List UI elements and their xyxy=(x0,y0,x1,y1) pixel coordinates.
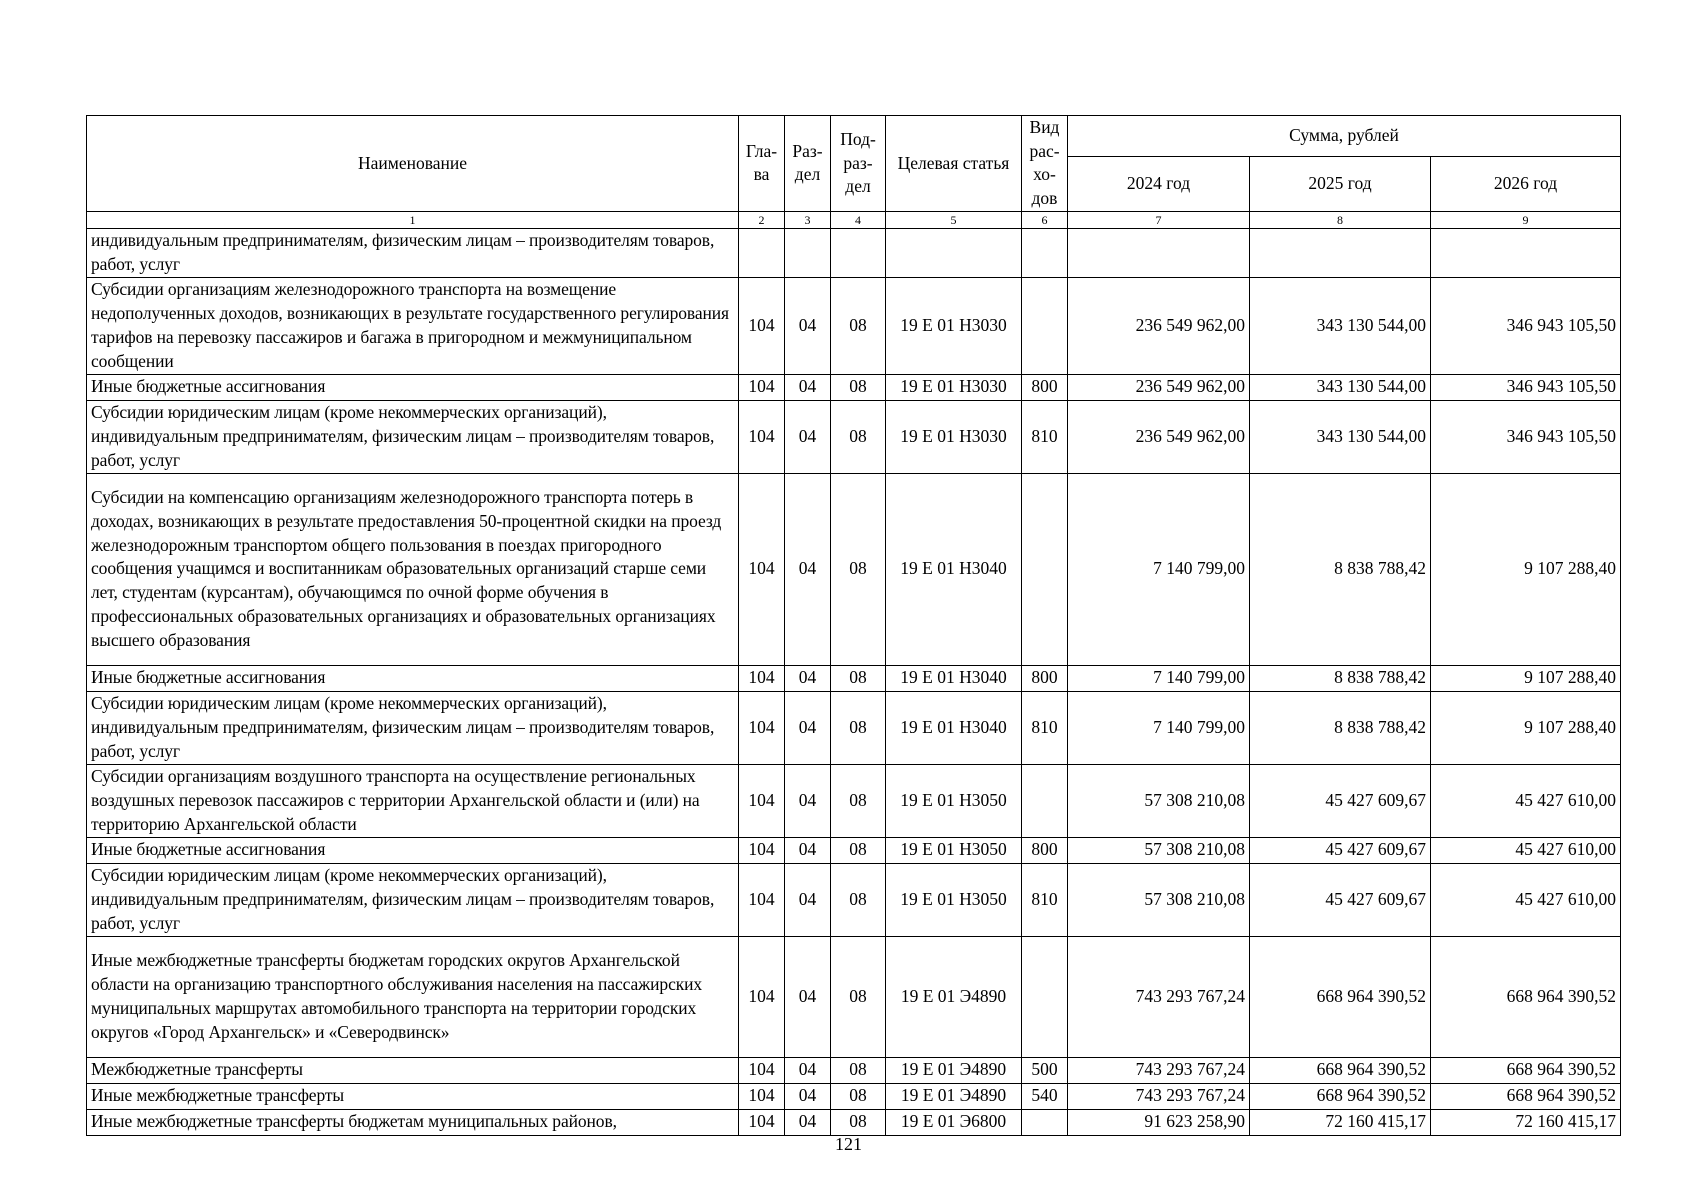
row-sum-2024: 57 308 210,08 xyxy=(1068,863,1250,936)
row-sum-2025: 45 427 609,67 xyxy=(1250,863,1431,936)
header-name: Наименование xyxy=(87,116,739,212)
row-vid-rashodov xyxy=(1022,936,1068,1057)
row-name: Межбюджетные трансферты xyxy=(87,1057,739,1083)
row-glava: 104 xyxy=(739,1109,785,1135)
row-sum-2026: 45 427 610,00 xyxy=(1431,837,1621,863)
row-sum-2026: 668 964 390,52 xyxy=(1431,1057,1621,1083)
row-name: Иные бюджетные ассигнования xyxy=(87,837,739,863)
table-row xyxy=(87,473,1621,665)
row-sum-2024 xyxy=(1068,228,1250,277)
table-row xyxy=(87,374,1621,400)
row-glava: 104 xyxy=(739,374,785,400)
row-sum-2024: 236 549 962,00 xyxy=(1068,374,1250,400)
row-vid-rashodov: 500 xyxy=(1022,1057,1068,1083)
row-celevaya-statya: 19 Е 01 Н3040 xyxy=(886,473,1022,665)
row-razdel: 04 xyxy=(785,374,831,400)
row-sum-2024: 57 308 210,08 xyxy=(1068,764,1250,837)
row-razdel xyxy=(785,228,831,277)
row-vid-rashodov xyxy=(1022,764,1068,837)
row-sum-2025: 668 964 390,52 xyxy=(1250,936,1431,1057)
row-sum-2025: 45 427 609,67 xyxy=(1250,764,1431,837)
column-number: 9 xyxy=(1431,211,1621,228)
row-name: Иные бюджетные ассигнования xyxy=(87,665,739,691)
row-sum-2026: 346 943 105,50 xyxy=(1431,374,1621,400)
row-name: Иные бюджетные ассигнования xyxy=(87,374,739,400)
column-number: 5 xyxy=(886,211,1022,228)
row-sum-2025: 343 130 544,00 xyxy=(1250,374,1431,400)
row-celevaya-statya: 19 Е 01 Э4890 xyxy=(886,936,1022,1057)
row-name: Субсидии на компенсацию организациям железнодорожного транспорта потерь в доходах, возникающих в результате предоставления 50-процентной скидки на проезд железнодорожным транспортом общего пользования в поездах пригородного сообщения учащимся и воспитанникам образовательных организаций старше семи лет, студентам (курсантам), обучающимся по очной форме обучения в профессиональных образовательных организациях и образовательных организациях высшего образования xyxy=(87,473,739,665)
table-row xyxy=(87,1083,1621,1109)
row-vid-rashodov: 810 xyxy=(1022,400,1068,473)
column-number: 2 xyxy=(739,211,785,228)
row-name: Субсидии юридическим лицам (кроме некоммерческих организаций), индивидуальным предпринимателям, физическим лицам – производителям товаров, работ, услуг xyxy=(87,863,739,936)
table-row xyxy=(87,1109,1621,1135)
row-podrazdel: 08 xyxy=(831,863,886,936)
row-vid-rashodov: 810 xyxy=(1022,863,1068,936)
table-row xyxy=(87,1057,1621,1083)
budget-table xyxy=(86,115,1621,1136)
header-summa: Сумма, рублей xyxy=(1068,116,1621,157)
row-sum-2025: 668 964 390,52 xyxy=(1250,1057,1431,1083)
header-vid-rashodov: Вид рас-хо-дов xyxy=(1022,116,1068,212)
row-razdel: 04 xyxy=(785,473,831,665)
row-razdel: 04 xyxy=(785,277,831,374)
row-sum-2025: 45 427 609,67 xyxy=(1250,837,1431,863)
row-razdel: 04 xyxy=(785,1109,831,1135)
header-celevaya-statya: Целевая статья xyxy=(886,116,1022,212)
row-sum-2024: 7 140 799,00 xyxy=(1068,691,1250,764)
row-sum-2024: 743 293 767,24 xyxy=(1068,1083,1250,1109)
row-razdel: 04 xyxy=(785,936,831,1057)
row-podrazdel: 08 xyxy=(831,1057,886,1083)
row-vid-rashodov xyxy=(1022,228,1068,277)
row-sum-2024: 236 549 962,00 xyxy=(1068,277,1250,374)
row-sum-2026: 45 427 610,00 xyxy=(1431,764,1621,837)
row-podrazdel xyxy=(831,228,886,277)
row-celevaya-statya: 19 Е 01 Н3030 xyxy=(886,277,1022,374)
table-body xyxy=(87,228,1621,1135)
column-number: 8 xyxy=(1250,211,1431,228)
row-vid-rashodov: 800 xyxy=(1022,665,1068,691)
row-podrazdel: 08 xyxy=(831,1083,886,1109)
row-celevaya-statya: 19 Е 01 Э4890 xyxy=(886,1057,1022,1083)
table-row xyxy=(87,277,1621,374)
column-number: 6 xyxy=(1022,211,1068,228)
table-row xyxy=(87,936,1621,1057)
row-vid-rashodov: 810 xyxy=(1022,691,1068,764)
row-glava: 104 xyxy=(739,936,785,1057)
row-glava: 104 xyxy=(739,764,785,837)
row-celevaya-statya: 19 Е 01 Э6800 xyxy=(886,1109,1022,1135)
table-row xyxy=(87,837,1621,863)
row-vid-rashodov xyxy=(1022,277,1068,374)
row-celevaya-statya: 19 Е 01 Э4890 xyxy=(886,1083,1022,1109)
table-row xyxy=(87,863,1621,936)
column-number: 3 xyxy=(785,211,831,228)
table-row xyxy=(87,691,1621,764)
row-celevaya-statya: 19 Е 01 Н3050 xyxy=(886,837,1022,863)
row-sum-2026: 346 943 105,50 xyxy=(1431,400,1621,473)
row-sum-2026: 9 107 288,40 xyxy=(1431,665,1621,691)
page-number: 121 xyxy=(835,1134,862,1154)
row-razdel: 04 xyxy=(785,400,831,473)
row-sum-2026: 9 107 288,40 xyxy=(1431,691,1621,764)
row-glava: 104 xyxy=(739,691,785,764)
row-celevaya-statya xyxy=(886,228,1022,277)
row-name: Субсидии юридическим лицам (кроме некоммерческих организаций), индивидуальным предпринимателям, физическим лицам – производителям товаров, работ, услуг xyxy=(87,691,739,764)
row-sum-2025: 343 130 544,00 xyxy=(1250,400,1431,473)
row-name: индивидуальным предпринимателям, физическим лицам – производителям товаров, работ, услуг xyxy=(87,228,739,277)
table-row xyxy=(87,400,1621,473)
row-razdel: 04 xyxy=(785,691,831,764)
row-podrazdel: 08 xyxy=(831,837,886,863)
row-sum-2024: 743 293 767,24 xyxy=(1068,936,1250,1057)
row-sum-2025: 343 130 544,00 xyxy=(1250,277,1431,374)
row-sum-2026: 668 964 390,52 xyxy=(1431,936,1621,1057)
row-razdel: 04 xyxy=(785,1057,831,1083)
row-glava: 104 xyxy=(739,665,785,691)
row-name: Иные межбюджетные трансферты бюджетам городских округов Архангельской области на организацию транспортного обслуживания населения на пассажирских муниципальных маршрутах автомобильного транспорта на территории городских округов «Город Архангельск» и «Северодвинск» xyxy=(87,936,739,1057)
row-vid-rashodov: 540 xyxy=(1022,1083,1068,1109)
row-sum-2024: 57 308 210,08 xyxy=(1068,837,1250,863)
row-celevaya-statya: 19 Е 01 Н3030 xyxy=(886,374,1022,400)
row-glava: 104 xyxy=(739,473,785,665)
row-sum-2025: 8 838 788,42 xyxy=(1250,691,1431,764)
row-razdel: 04 xyxy=(785,764,831,837)
header-year-2024: 2024 год xyxy=(1068,157,1250,211)
row-sum-2025: 8 838 788,42 xyxy=(1250,665,1431,691)
row-sum-2024: 7 140 799,00 xyxy=(1068,473,1250,665)
row-vid-rashodov: 800 xyxy=(1022,837,1068,863)
row-sum-2026: 668 964 390,52 xyxy=(1431,1083,1621,1109)
header-glava: Гла-ва xyxy=(739,116,785,212)
row-podrazdel: 08 xyxy=(831,665,886,691)
row-sum-2025: 668 964 390,52 xyxy=(1250,1083,1431,1109)
column-number: 1 xyxy=(87,211,739,228)
row-celevaya-statya: 19 Е 01 Н3050 xyxy=(886,863,1022,936)
row-sum-2024: 7 140 799,00 xyxy=(1068,665,1250,691)
row-sum-2026: 72 160 415,17 xyxy=(1431,1109,1621,1135)
row-podrazdel: 08 xyxy=(831,277,886,374)
header-razdel: Раз-дел xyxy=(785,116,831,212)
row-podrazdel: 08 xyxy=(831,691,886,764)
row-glava: 104 xyxy=(739,837,785,863)
row-sum-2025 xyxy=(1250,228,1431,277)
row-sum-2025: 72 160 415,17 xyxy=(1250,1109,1431,1135)
row-podrazdel: 08 xyxy=(831,936,886,1057)
row-celevaya-statya: 19 Е 01 Н3040 xyxy=(886,691,1022,764)
row-razdel: 04 xyxy=(785,863,831,936)
row-glava: 104 xyxy=(739,1083,785,1109)
row-sum-2025: 8 838 788,42 xyxy=(1250,473,1431,665)
row-sum-2026: 45 427 610,00 xyxy=(1431,863,1621,936)
row-sum-2024: 236 549 962,00 xyxy=(1068,400,1250,473)
row-sum-2024: 743 293 767,24 xyxy=(1068,1057,1250,1083)
row-name: Субсидии организациям железнодорожного транспорта на возмещение недополученных доходов, возникающих в результате государственного регулирования тарифов на перевозку пассажиров и багажа в пригородном и межмуниципальном сообщении xyxy=(87,277,739,374)
row-razdel: 04 xyxy=(785,837,831,863)
row-celevaya-statya: 19 Е 01 Н3050 xyxy=(886,764,1022,837)
row-podrazdel: 08 xyxy=(831,400,886,473)
row-sum-2026: 346 943 105,50 xyxy=(1431,277,1621,374)
row-name: Иные межбюджетные трансферты xyxy=(87,1083,739,1109)
column-number: 7 xyxy=(1068,211,1250,228)
row-glava: 104 xyxy=(739,400,785,473)
row-sum-2026: 9 107 288,40 xyxy=(1431,473,1621,665)
row-razdel: 04 xyxy=(785,1083,831,1109)
header-podrazdel: Под-раз-дел xyxy=(831,116,886,212)
column-number: 4 xyxy=(831,211,886,228)
row-glava: 104 xyxy=(739,863,785,936)
row-razdel: 04 xyxy=(785,665,831,691)
row-vid-rashodov xyxy=(1022,473,1068,665)
table-row xyxy=(87,764,1621,837)
row-glava: 104 xyxy=(739,277,785,374)
table-row xyxy=(87,665,1621,691)
table-row xyxy=(87,228,1621,277)
row-name: Иные межбюджетные трансферты бюджетам муниципальных районов, xyxy=(87,1109,739,1135)
row-glava: 104 xyxy=(739,1057,785,1083)
row-podrazdel: 08 xyxy=(831,374,886,400)
row-vid-rashodov: 800 xyxy=(1022,374,1068,400)
row-celevaya-statya: 19 Е 01 Н3040 xyxy=(886,665,1022,691)
row-podrazdel: 08 xyxy=(831,764,886,837)
row-celevaya-statya: 19 Е 01 Н3030 xyxy=(886,400,1022,473)
header-year-2026: 2026 год xyxy=(1431,157,1621,211)
row-sum-2026 xyxy=(1431,228,1621,277)
row-name: Субсидии организациям воздушного транспорта на осуществление региональных воздушных перевозок пассажиров с территории Архангельской области и (или) на территорию Архангельской области xyxy=(87,764,739,837)
header-year-2025: 2025 год xyxy=(1250,157,1431,211)
row-podrazdel: 08 xyxy=(831,1109,886,1135)
row-podrazdel: 08 xyxy=(831,473,886,665)
row-name: Субсидии юридическим лицам (кроме некоммерческих организаций), индивидуальным предпринимателям, физическим лицам – производителям товаров, работ, услуг xyxy=(87,400,739,473)
row-glava xyxy=(739,228,785,277)
row-vid-rashodov xyxy=(1022,1109,1068,1135)
row-sum-2024: 91 623 258,90 xyxy=(1068,1109,1250,1135)
